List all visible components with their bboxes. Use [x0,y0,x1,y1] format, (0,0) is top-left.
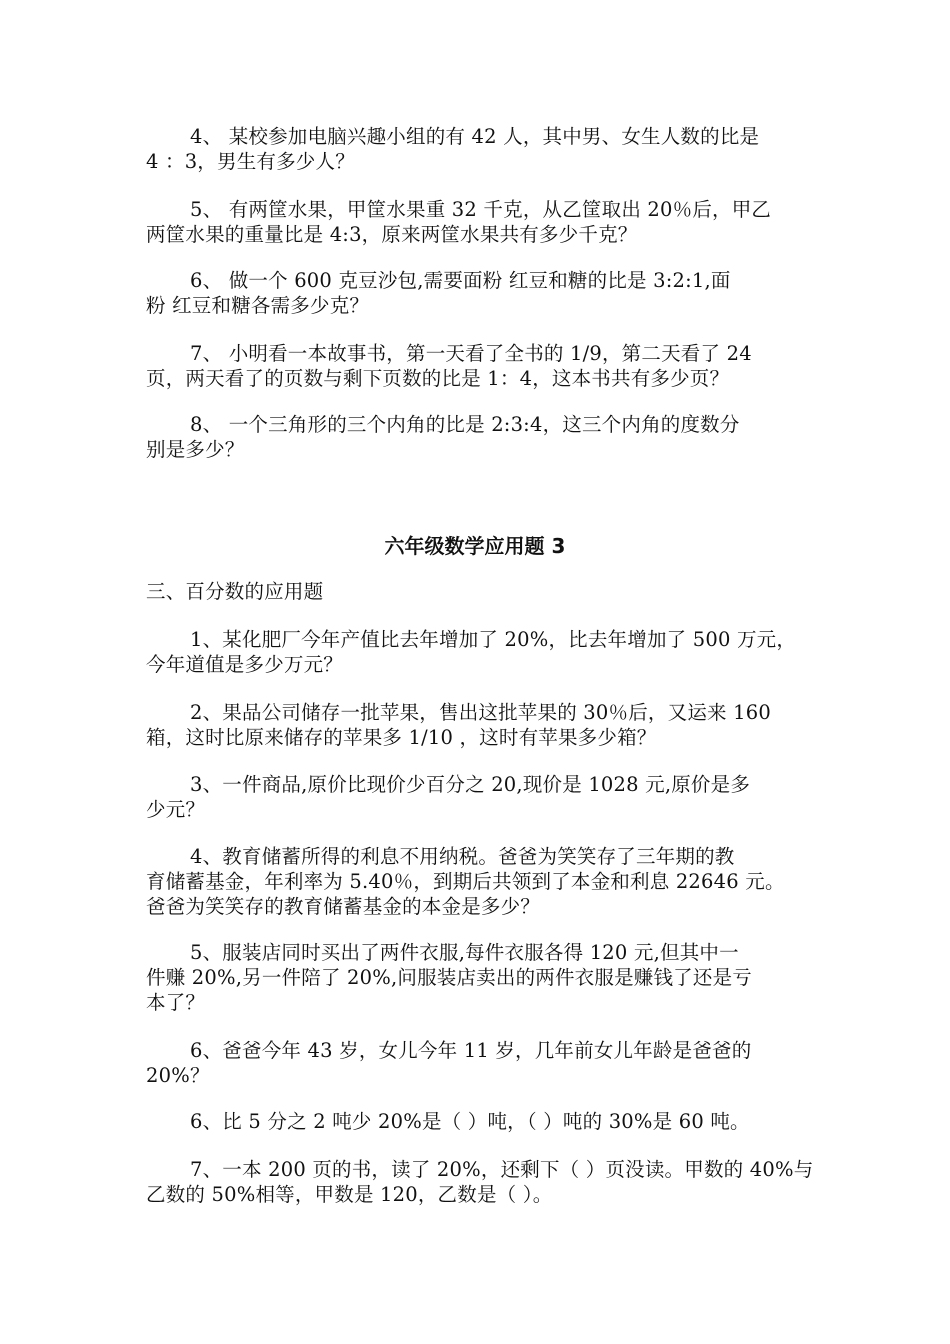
section-subtitle-text: 三、百分数的应用题 [146,580,324,603]
question-line: 3、一件商品,原价比现价少百分之 20,现价是 1028 元,原价是多 [190,773,751,796]
question-line: 2、果品公司储存一批苹果，售出这批苹果的 30％后，又运来 160 [190,701,771,724]
question-line: 7、 小明看一本故事书，第一天看了全书的 1/9，第二天看了 24 [190,342,752,365]
question-line: 件赚 20%,另一件陪了 20%,问服装店卖出的两件衣服是赚钱了还是亏 [146,966,752,989]
question-line: 箱，这时比原来储存的苹果多 1/10 ，这时有苹果多少箱？ [146,726,657,749]
question-8-ratio [146,412,818,462]
question-line: 6、 做一个 600 克豆沙包,需要面粉 红豆和糖的比是 3:2:1,面 [190,269,731,292]
question-6-ratio [146,268,818,318]
question-line: 粉 红豆和糖各需多少克？ [146,294,370,317]
question-line: 育储蓄基金，年利率为 5.40％，到期后共领到了本金和利息 22646 元。 [146,870,785,893]
question-7-percent [146,1157,818,1207]
question-line: 7、一本 200 页的书，读了 20%，还剩下（ ）页没读。甲数的 40%与 [190,1158,814,1181]
question-1-percent [146,627,818,677]
question-3-percent [146,772,818,822]
question-4-percent [146,844,818,919]
question-6a-percent [146,1038,818,1088]
section-title: 六年级数学应用题 3 [384,534,566,558]
question-line: 乙数的 50%相等，甲数是 120，乙数是（ ）。 [146,1183,553,1206]
question-line: 8、 一个三角形的三个内角的比是 2:3:4，这三个内角的度数分 [190,413,740,436]
question-line: 本了？ [146,991,206,1014]
question-5-ratio [146,197,818,247]
question-6b-percent [146,1109,818,1134]
question-line: 20%？ [146,1064,210,1087]
question-line: 两筐水果的重量比是 4:3，原来两筐水果共有多少千克？ [146,223,638,246]
question-line: 6、比 5 分之 2 吨少 20%是（ ）吨，（ ）吨的 30%是 60 吨。 [190,1110,750,1133]
question-5-percent [146,940,818,1015]
question-line: 4、 某校参加电脑兴趣小组的有 42 人，其中男、女生人数的比是 [190,125,760,148]
question-line: 页，两天看了的页数与剩下页数的比是 1：4，这本书共有多少页？ [146,367,730,390]
question-4-ratio [146,124,818,174]
question-line: 6、爸爸今年 43 岁，女儿今年 11 岁，几年前女儿年龄是爸爸的 [190,1039,752,1062]
question-line: 别是多少？ [146,438,245,461]
question-line: 少元？ [146,798,206,821]
question-line: 4、教育储蓄所得的利息不用纳税。爸爸为笑笑存了三年期的教 [190,845,735,868]
question-line: 4 ：3，男生有多少人？ [146,150,355,173]
question-line: 1、某化肥厂今年产值比去年增加了 20%，比去年增加了 500 万元， [190,628,797,651]
question-line: 今年道值是多少万元？ [146,653,344,676]
question-line: 5、服装店同时买出了两件衣服,每件衣服各得 120 元,但其中一 [190,941,739,964]
question-2-percent [146,700,818,750]
question-line: 5、 有两筐水果，甲筐水果重 32 千克，从乙筐取出 20％后，甲乙 [190,198,772,221]
question-line: 爸爸为笑笑存的教育储蓄基金的本金是多少？ [146,895,541,918]
section-subtitle [146,579,818,604]
question-7-ratio [146,341,818,391]
